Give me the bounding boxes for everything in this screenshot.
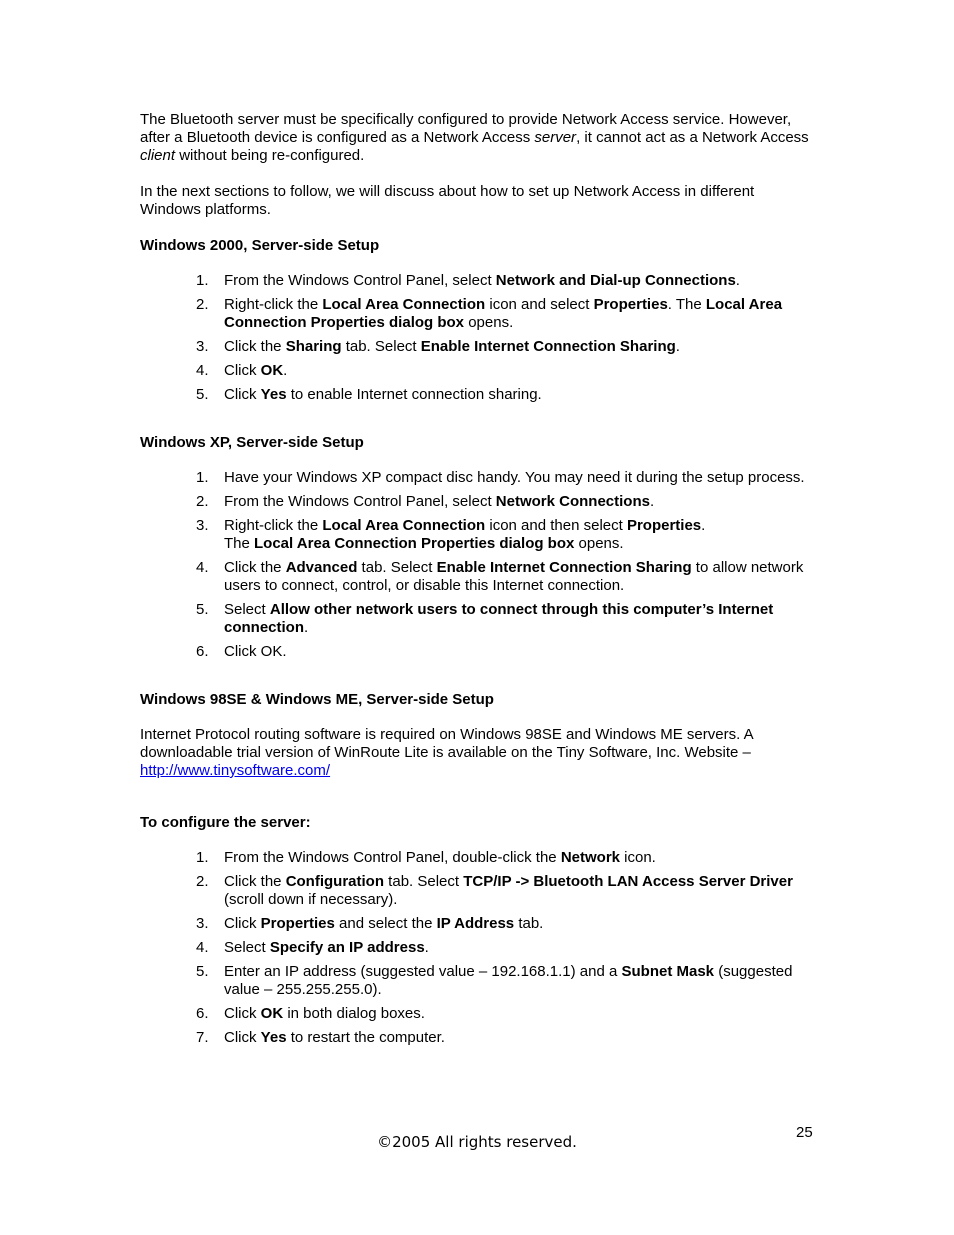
step-text: Click — [224, 1005, 261, 1022]
step-text: icon. — [620, 849, 656, 866]
step-emphasis: Network and Dial-up Connections — [495, 272, 736, 289]
heading-configure-server: To configure the server: — [140, 814, 311, 831]
step-text: and select the — [334, 915, 437, 932]
step-text: tab. Select — [357, 559, 437, 576]
step-text: . — [649, 493, 655, 510]
step-number: 6. — [196, 643, 209, 660]
step-text: Click — [224, 386, 261, 403]
step-emphasis: Specify an IP address — [269, 939, 425, 956]
step-text: icon and then select — [485, 517, 627, 534]
step-number: 5. — [196, 963, 209, 980]
list-item — [140, 939, 815, 957]
list-item — [140, 559, 815, 595]
step-text: tab. — [514, 915, 544, 932]
list-item — [140, 493, 815, 511]
step-number: 2. — [196, 296, 209, 313]
step-emphasis: Sharing — [285, 338, 342, 355]
step-number: 1. — [196, 469, 209, 486]
step-number: 4. — [196, 362, 209, 379]
step-emphasis: Yes — [260, 386, 287, 403]
step-emphasis: Yes — [260, 1029, 287, 1046]
step-number: 1. — [196, 849, 209, 866]
tinysoftware-link[interactable]: http://www.tinysoftware.com/ — [140, 762, 331, 779]
list-item — [140, 1029, 815, 1047]
step-emphasis: Properties — [626, 517, 702, 534]
step-text: Right-click the — [224, 296, 323, 313]
heading-windows-98se-me: Windows 98SE & Windows ME, Server-side Setup — [140, 691, 494, 708]
step-text: . — [675, 338, 680, 355]
step-emphasis: Network Connections — [495, 493, 650, 510]
step-number: 7. — [196, 1029, 209, 1046]
step-text: From the Windows Control Panel, double-click the — [224, 849, 561, 866]
step-text: Select — [224, 601, 270, 618]
step-text: in both dialog boxes. — [283, 1005, 425, 1022]
step-number: 3. — [196, 517, 209, 534]
step-text: From the Windows Control Panel, select — [224, 493, 496, 510]
step-emphasis: IP Address — [436, 915, 515, 932]
list-item — [140, 915, 815, 933]
step-number: 4. — [196, 939, 209, 956]
step-text: (suggested value – 255.255.255.0). — [224, 963, 793, 998]
steps-configure-server — [140, 849, 815, 1047]
step-text: . — [424, 939, 429, 956]
list-item — [140, 963, 815, 999]
steps-windows-xp — [140, 469, 815, 661]
step-emphasis: Local Area Connection Properties dialog box — [224, 296, 783, 331]
step-number: 5. — [196, 601, 209, 618]
step-emphasis: Configuration — [285, 873, 385, 890]
step-text: Enter an IP address (suggested value – 192.168.1.1) and a — [224, 963, 622, 980]
list-item — [140, 643, 815, 661]
step-text: Click — [224, 1029, 261, 1046]
step-emphasis: Enable Internet Connection Sharing — [420, 338, 676, 355]
list-item — [140, 873, 815, 909]
step-emphasis: Properties — [593, 296, 668, 313]
step-text: icon and select — [485, 296, 594, 313]
intro-paragraph-2: In the next sections to follow, we will discuss about how to set up Network Access in different Windows platforms. — [140, 183, 755, 218]
list-item — [140, 296, 815, 332]
heading-windows-2000: Windows 2000, Server-side Setup — [140, 237, 380, 254]
step-emphasis: OK — [260, 1005, 284, 1022]
step-emphasis: Local Area Connection — [322, 296, 486, 313]
step-text: Click — [224, 362, 261, 379]
step-text: Select — [224, 939, 270, 956]
list-item — [140, 849, 815, 867]
step-text: Click the — [224, 338, 286, 355]
step-emphasis: Properties — [260, 915, 335, 932]
step-number: 2. — [196, 873, 209, 890]
copyright-footer: ©2005 All rights reserved. — [377, 1133, 577, 1151]
step-number: 1. — [196, 272, 209, 289]
step-emphasis: TCP/IP -> Bluetooth LAN Access Server Driver — [463, 873, 793, 890]
list-item — [140, 272, 815, 290]
step-number: 6. — [196, 1005, 209, 1022]
step-text: Click the — [224, 559, 286, 576]
document-body — [140, 111, 815, 1053]
step-emphasis: Local Area Connection Properties dialog box — [254, 535, 575, 552]
step-emphasis: Enable Internet Connection Sharing — [436, 559, 692, 576]
step-text: From the Windows Control Panel, select — [224, 272, 496, 289]
steps-windows-2000 — [140, 272, 815, 404]
step-text: to allow network users to connect, control, or disable this Internet connection. — [224, 559, 804, 594]
step-text: to enable Internet connection sharing. — [286, 386, 542, 403]
step-text: . — [283, 362, 288, 379]
step-text: . — [701, 517, 706, 534]
step-emphasis: Allow other network users to connect through this computer’s Internet connection — [224, 601, 774, 636]
list-item — [140, 1005, 815, 1023]
list-item — [140, 338, 815, 356]
list-item — [140, 386, 815, 404]
step-text: (scroll down if necessary). — [224, 891, 398, 908]
step-number: 2. — [196, 493, 209, 510]
step-text: The — [224, 535, 255, 552]
list-item — [140, 362, 815, 380]
list-item — [140, 601, 815, 637]
step-number: 4. — [196, 559, 209, 576]
step-emphasis: Subnet Mask — [621, 963, 715, 980]
step-text: to restart the computer. — [286, 1029, 445, 1046]
list-item — [140, 469, 815, 487]
step-text: Click — [224, 915, 261, 932]
step-text: tab. Select — [384, 873, 464, 890]
step-emphasis: Local Area Connection — [322, 517, 486, 534]
step-text: opens. — [574, 535, 624, 552]
heading-windows-xp: Windows XP, Server-side Setup — [140, 434, 364, 451]
step-text: . The — [667, 296, 706, 313]
step-text: . — [735, 272, 740, 289]
intro-paragraph-1: The Bluetooth server must be specifically configured to provide Network Access service. However, after a Bluetooth device is configured as a Network Access server, it cannot act as a Network Access client without being re-configured. — [140, 111, 809, 164]
step-text: . — [304, 619, 309, 636]
winroute-paragraph: Internet Protocol routing software is required on Windows 98SE and Windows ME servers. A downloadable trial version of WinRoute Lite is available on the Tiny Software, Inc. Website – http://www.tinysoftware.com/ — [140, 726, 753, 779]
step-text: Click OK. — [224, 643, 287, 660]
step-text: opens. — [464, 314, 514, 331]
step-emphasis: Advanced — [285, 559, 358, 576]
list-item — [140, 517, 815, 553]
step-number: 3. — [196, 338, 209, 355]
page-number: 25 — [796, 1124, 813, 1141]
step-text: Have your Windows XP compact disc handy. You may need it during the setup process. — [224, 469, 805, 486]
step-text: tab. Select — [341, 338, 421, 355]
step-emphasis: Network — [560, 849, 620, 866]
step-text: Click the — [224, 873, 286, 890]
step-emphasis: OK — [260, 362, 284, 379]
step-number: 3. — [196, 915, 209, 932]
step-number: 5. — [196, 386, 209, 403]
step-text: Right-click the — [224, 517, 323, 534]
